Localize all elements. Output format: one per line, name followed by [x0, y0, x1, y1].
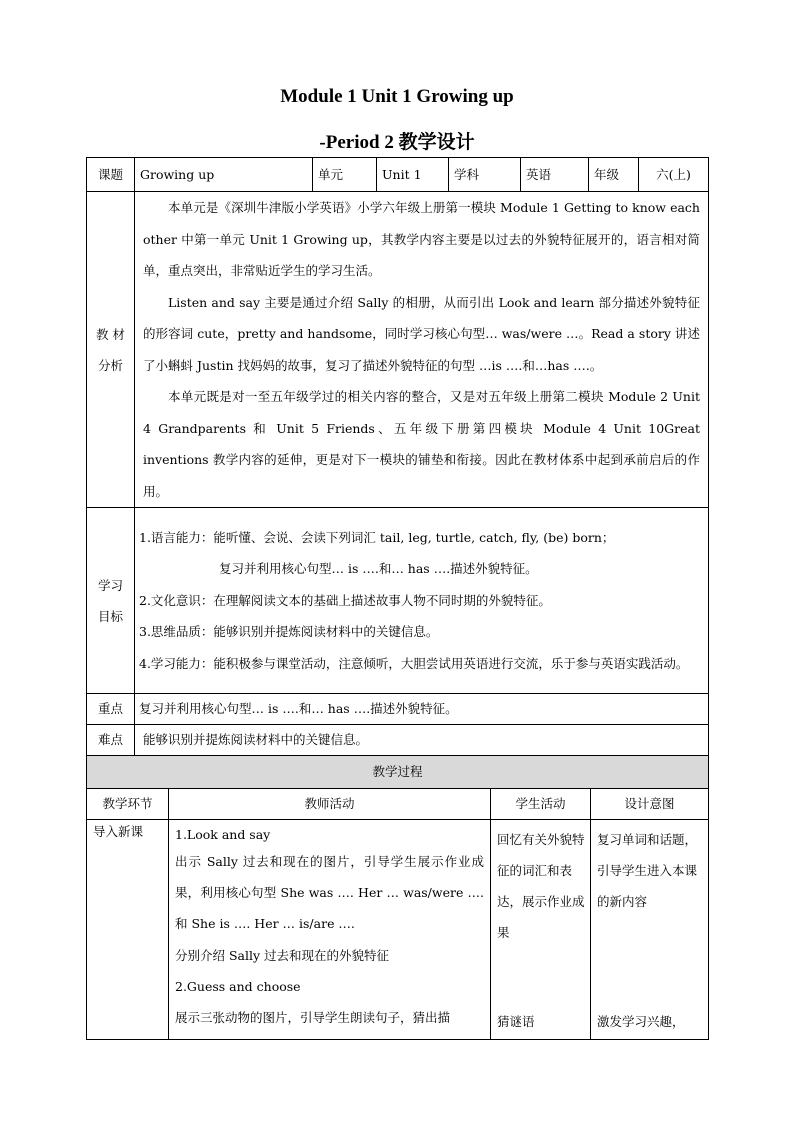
learning-goals-label [87, 508, 135, 694]
process-row [87, 820, 709, 1040]
difficult-point-text: 能够识别并提炼阅读材料中的关键信息。 [135, 725, 709, 756]
teaching-process-table [86, 755, 709, 1040]
goal-item: 4.学习能力：能积极参与课堂活动，注意倾听，大胆尝试用英语进行交流，乐于参与英语实践活动。 [139, 655, 689, 671]
subject-value: 英语 [521, 158, 589, 192]
teacher-step: 出示 Sally 过去和现在的图片，引导学生展示作业成果，利用核心句型 She was …. Her … was/were …. 和 She is …. Her … is/are …. [175, 854, 484, 932]
lesson-info-table [86, 157, 709, 756]
goal-item: 3.思维品质：能够识别并提炼阅读材料中的关键信息。 [139, 624, 439, 640]
key-point-label: 重点 [87, 694, 135, 725]
document-subtitle: -Period 2 教学设计 [319, 132, 475, 153]
column-header-stage: 教学环节 [87, 789, 169, 820]
learning-goals-body [135, 508, 709, 694]
process-section-header [87, 756, 709, 789]
textbook-analysis-label-line1: 教 材 [96, 326, 125, 342]
difficult-point-row [87, 725, 709, 756]
learning-goals-label-line2: 目标 [97, 608, 123, 624]
key-point-text: 复习并利用核心句型… is ….和… has ….描述外貌特征。 [135, 694, 709, 725]
teacher-step: 展示三张动物的图片，引导学生朗读句子，猜出描 [175, 1010, 451, 1026]
teacher-step: 2.Guess and choose [175, 978, 301, 994]
intent-step: 复习单词和话题，引导学生进入本课的新内容 [597, 832, 698, 909]
process-teacher-activity [169, 820, 491, 1040]
column-header-intent: 设计意图 [591, 789, 709, 820]
textbook-analysis-label [87, 192, 135, 508]
goal-item: 复习并利用核心句型… is ….和… has ….描述外貌特征。 [219, 561, 538, 577]
goal-item: 1.语言能力：能听懂、会说、会读下列词汇 tail, leg, turtle, catch, fly, (be) born； [139, 529, 615, 545]
student-step: 回忆有关外貌特征的词汇和表达，展示作业成果 [497, 832, 585, 940]
subject-label: 学科 [449, 158, 521, 192]
topic-label: 课题 [87, 158, 135, 192]
unit-label: 单元 [313, 158, 377, 192]
topic-value: Growing up [135, 158, 313, 192]
goal-item: 2.文化意识：在理解阅读文本的基础上描述故事人物不同时期的外貌特征。 [139, 592, 551, 608]
learning-goals-row [87, 508, 709, 694]
student-step: 猜谜语 [497, 1014, 535, 1029]
process-student-activity [491, 820, 591, 1040]
difficult-point-label: 难点 [87, 725, 135, 756]
document-title: Module 1 Unit 1 Growing up [280, 86, 514, 107]
grade-value: 六(上) [639, 158, 709, 192]
info-row [87, 158, 709, 192]
grade-label: 年级 [589, 158, 639, 192]
process-stage: 导入新课 [87, 820, 169, 1040]
textbook-analysis-body [135, 192, 709, 508]
column-header-teacher: 教师活动 [169, 789, 491, 820]
unit-value: Unit 1 [377, 158, 449, 192]
learning-goals-label-line1: 学习 [97, 577, 123, 593]
analysis-paragraph: Listen and say 主要是通过介绍 Sally 的相册，从而引出 Look and learn 部分描述外貌特征的形容词 cute，pretty and handsome，同时学习核心句型… was/were …。Read a story 讲述了小蝌蚪 Justin 找妈妈的故事，复习了描述外貌特征的句型 …is ….和…has ….。 [143, 294, 700, 373]
analysis-paragraph: 本单元既是对一至五年级学过的相关内容的整合，又是对五年级上册第二模块 Module 2 Unit 4 Grandparents 和 Unit 5 Friends、五年级下册第四模块 Module 4 Unit 10Great inventions 教学内容的延伸，更是对下一模块的铺垫和衔接。因此在教材体系中起到承前启后的作用。 [143, 389, 700, 499]
textbook-analysis-label-line2: 分析 [97, 357, 123, 373]
teacher-step: 1.Look and say [175, 827, 271, 842]
analysis-paragraph: 本单元是《深圳牛津版小学英语》小学六年级上册第一模块 Module 1 Getting to know each other 中第一单元 Unit 1 Growing up，其教学内容主要是以过去的外貌特征展开的，语言相对简单，重点突出，非常贴近学生的学习生活。 [143, 200, 700, 278]
key-point-row [87, 694, 709, 725]
intent-step: 激发学习兴趣， [597, 1014, 685, 1029]
process-design-intent [591, 820, 709, 1040]
process-column-headers [87, 789, 709, 820]
textbook-analysis-row [87, 192, 709, 508]
process-section-title: 教学过程 [87, 756, 709, 789]
column-header-student: 学生活动 [491, 789, 591, 820]
teacher-step: 分别介绍 Sally 过去和现在的外貌特征 [175, 947, 390, 963]
